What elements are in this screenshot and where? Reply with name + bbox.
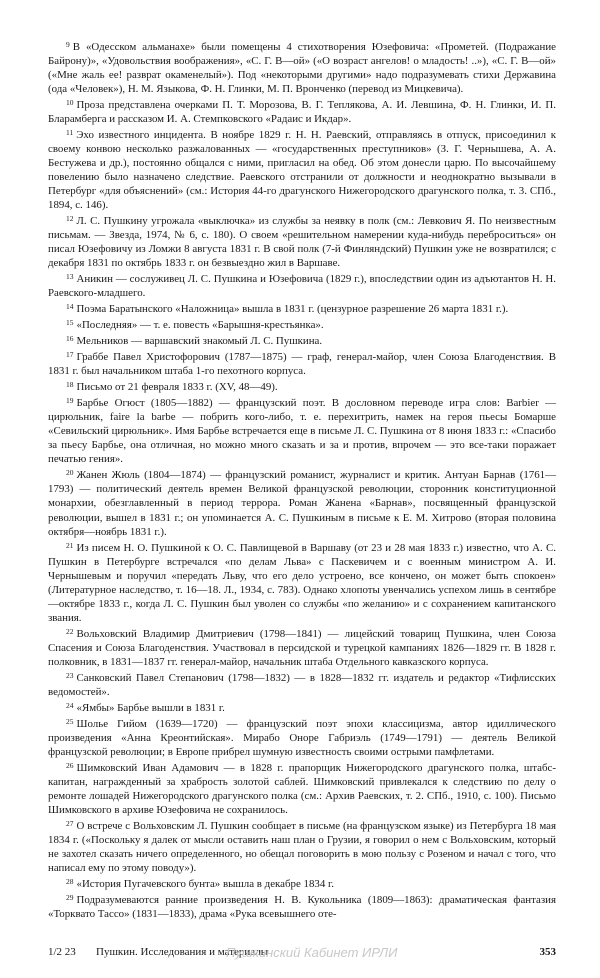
footnote-text: Жанен Жюль (1804—1874) — французский романист, журналист и критик. Антуан Барнав (1761—1793) — политический деятель времен Великой французской революции, сторонник конституционной монархии, обезглавленный в период террора. Роман Жанена «Барнав», посвященный французской революции, вышел в 1831 г.; он упоминается А. С. Пушкиным в письме к Е. М. Хитрово (вторая половина октября—ноябрь 1831 г.). — [48, 469, 556, 538]
footnote — [48, 875, 556, 891]
footnote — [48, 669, 556, 699]
footnote-text: «Последняя» — т. е. повесть «Барышня-крестьянка». — [76, 319, 324, 332]
notes-column — [48, 38, 556, 921]
page-footer — [48, 946, 556, 962]
footnote-text: Из писем Н. О. Пушкиной к О. С. Павлищевой в Варшаву (от 23 и 28 мая 1833 г.) известно, что А. С. Пушкин в Петербурге встречался «по делам Льва» с Паскевичем и с военным министром А. И. Чернышевым и поручил «передать Льву, что его дело устроено, все кончено, он может быть спокоен» (Литературное наследство, т. 16—18. Л., 1934, с. 783). Однако хлопоты увенчались успехом лишь в сентябре—октябре 1833 г., когда Л. С. Пушкин был уволен со службы «по желанию» и с сохранением капитанского звания. — [48, 541, 556, 624]
footnote-number: 11 — [66, 128, 74, 138]
footnote-number: 22 — [66, 626, 74, 636]
footnote-number: 18 — [66, 380, 74, 390]
footnote-number: 15 — [66, 318, 74, 328]
footnote-text: Граббе Павел Христофорович (1787—1875) — граф, генерал-майор, член Союза Благоденствия. В 1831 г. был начальником штаба 1-го пехотного корпуса. — [48, 351, 556, 378]
footnote — [48, 699, 556, 715]
footnote — [48, 539, 556, 625]
footnote — [48, 212, 556, 270]
footnote — [48, 270, 556, 300]
footnote — [48, 759, 556, 817]
footnote-text: Барбье Огюст (1805—1882) — французский поэт. В дословном переводе игра слов: Barbier — цирюльник, faire la barbe — побрить кого-либо, т. е. перехитрить, намек на героя пьесы Бомарше «Севильский цирюльник». Имя Барбье встречается еще в письме Л. С. Пушкина от 8 июня 1833 г.: «Спасибо за пьесу Барбье, она отличная, но можно много сказать и за и против, впрочем — это все-таки поражает печатью гения». — [48, 397, 556, 466]
footnote-number: 29 — [66, 892, 74, 902]
footnote-number: 28 — [66, 876, 74, 886]
footnote-text: Письмо от 21 февраля 1833 г. (XV, 48—49). — [76, 381, 278, 394]
footnote-number: 25 — [66, 716, 74, 726]
footnote-text: Подразумеваются ранние произведения Н. В. Кукольника (1809—1863): драматическая фантазия «Торквато Тассо» (1831—1833), драма «Рука всевышнего оте- — [48, 893, 556, 920]
footnote-text: Аникин — сослуживец Л. С. Пушкина и Юзефовича (1829 г.), впоследствии один из адъютантов Н. Н. Раевского-младшего. — [48, 273, 556, 300]
footnote-text: «История Пугачевского бунта» вышла в декабре 1834 г. — [76, 877, 334, 890]
footnote-number: 9 — [66, 40, 70, 49]
footnote-number: 26 — [66, 760, 74, 770]
footnote — [48, 466, 556, 538]
footnote-number: 13 — [66, 272, 74, 282]
library-watermark: Пушкинский Кабинет ИРЛИ — [226, 945, 398, 960]
footnote-number: 16 — [66, 334, 74, 344]
footnote — [48, 38, 556, 96]
footnote-text: В «Одесском альманахе» были помещены 4 стихотворения Юзефовича: «Прометей. (Подражание Байрону)», «Удовольствия воображения», «С. Г. В—ой» («О возраст ангелов! о младость! ..»), «С. Г. В—ой» («Мне жаль ее! разврат окаменелый»). Под «некоторыми другими» надо подразумевать стихи Державина (ода «Человек»), Н. М. Языкова, Ф. Н. Глинки, М. П. Вронченко (перевод из Мицкевича). — [48, 41, 556, 96]
footnote-number: 21 — [66, 540, 74, 550]
footnote-text: Проза представлена очерками П. Т. Морозова, В. Г. Теплякова, А. И. Левшина, Ф. Н. Глинки, И. П. Бларамберга и рассказом И. А. Стемпковского «Радаис и Икдар». — [48, 99, 556, 126]
footnote — [48, 817, 556, 875]
footnote-number: 10 — [66, 98, 74, 108]
footnote — [48, 891, 556, 921]
footnote — [48, 300, 556, 316]
printer-signature: 1/2 23 — [48, 946, 76, 958]
footnote-text: О встрече с Вольховским Л. Пушкин сообщает в письме (на французском языке) из Петербурга 18 мая 1834 г. («Поскольку я далек от мысли оставить наш план о Грузии, я говорил о нем с Вольховским, который не захотел сказать ничего определенного, но обещал поговорить в мою пользу с Розеном и начал с того, что написал ему по этому поводу»). — [48, 819, 556, 874]
footnote-number: 23 — [66, 670, 74, 680]
footnote-number: 17 — [66, 350, 74, 360]
footnote — [48, 316, 556, 332]
footnote-number: 19 — [66, 396, 74, 406]
footnote — [48, 715, 556, 759]
footnote-text: Эхо известного инцидента. В ноябре 1829 г. Н. Н. Раевский, отправляясь в отпуск, присоединил к своему конвою несколько разжалованных — «государственных преступников» (З. Г. Чернышева, А. А. Бестужева и др.), постоянно общался с ними, пригласил на обед. Об этом донесли царю. По высочайшему повелению было назначено следствие. Раевского отстранили от должности и неоднократно вызывали в Петербург «для объяснений» (см.: История 44-го драгунского Нижегородского драгунского полка, т. 3. СПб., 1894, с. 146). — [48, 129, 556, 212]
footnote-number: 24 — [66, 700, 74, 710]
footnote — [48, 126, 556, 212]
footnote-number: 27 — [66, 818, 74, 828]
footnote-number: 20 — [66, 468, 74, 478]
footnote — [48, 332, 556, 348]
footnote-text: Шимковский Иван Адамович — в 1828 г. прапорщик Нижегородского драгунского полка, штабс-капитан, награжденный за храбрость золотой саблей. Шимковский привлекался к следствию по делу о ремонте лошадей Нижегородского драгунского полка (см.: Архив Раевских, т. 2. СПб., 1910, с. 100). Письмо Шимковского в архиве Юзефовича не сохранилось. — [48, 761, 556, 816]
running-title: Пушкин. Исследования и материалы — [96, 946, 269, 958]
footnote-text: Шолье Гийом (1639—1720) — французский поэт эпохи классицизма, автор идиллического произведения «Анна Креонтийская». Мирабо Оноре Габриэль (1749—1791) — деятель Великой французской революции; в Европе прибрел шумную известность своими острыми памфлетами. — [48, 717, 556, 758]
footnote-number: 12 — [66, 214, 74, 224]
footnote — [48, 625, 556, 669]
footnote — [48, 378, 556, 394]
footnote-text: Л. С. Пушкину угрожала «выключка» из службы за неявку в полк (см.: Левкович Я. По неизвестным письмам. — Звезда, 1974, № 6, с. 180). О своем «решительном намерении куда-нибудь переброситься» он писал Юзефовичу из Ломжи 8 августа 1831 г. В свой полк (7-й Финляндский) Пушкин уже не возвратился; с декабря 1831 по октябрь 1833 г. он безвыездно жил в Варшаве. — [48, 215, 556, 270]
footnote-text: Вольховский Владимир Дмитриевич (1798—1841) — лицейский товарищ Пушкина, член Союза Спасения и Союза Благоденствия. Участвовал в персидской и турецкой кампаниях 1826—1829 гг. В 1828 г. полковник, в 1831—1837 гг. генерал-майор, начальник штаба Отдельного кавказского корпуса. — [48, 627, 556, 668]
footnote-text: Мельников — варшавский знакомый Л. С. Пушкина. — [76, 335, 323, 348]
footnote — [48, 394, 556, 466]
footnote — [48, 348, 556, 378]
footnote — [48, 96, 556, 126]
footnote-text: «Ямбы» Барбье вышли в 1831 г. — [76, 701, 225, 714]
footnote-text: Санковский Павел Степанович (1798—1832) — в 1828—1832 гг. издатель и редактор «Тифлисских ведомостей». — [48, 671, 556, 698]
page-number: 353 — [539, 946, 556, 958]
footnote-text: Поэма Баратынского «Наложница» вышла в 1831 г. (цензурное разрешение 26 марта 1831 г.). — [76, 303, 509, 316]
footnote-number: 14 — [66, 302, 74, 312]
